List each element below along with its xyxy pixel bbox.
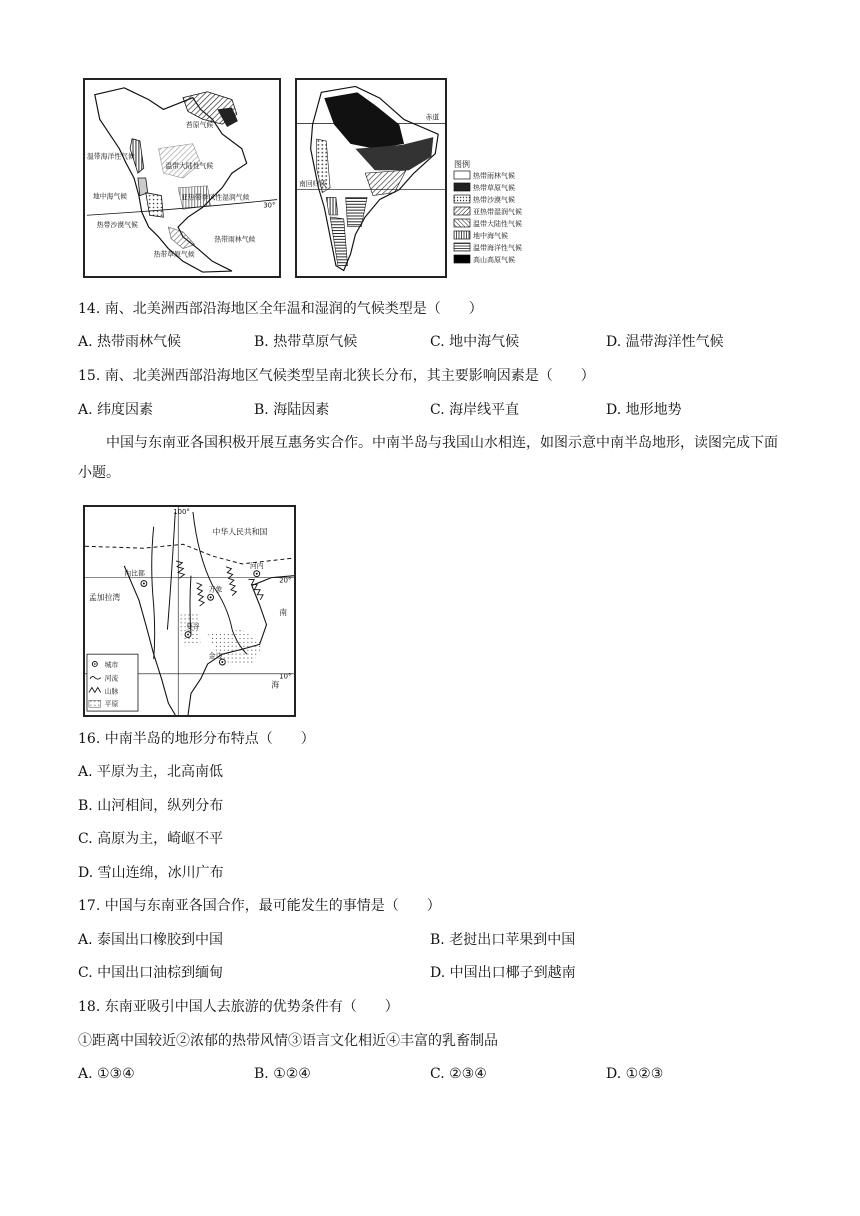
intro-paragraph: 中国与东南亚各国积极开展互惠务实合作。中南半岛与我国山水相连，如图示意中南半岛地形，读图完成下面小题。 [78, 435, 778, 481]
label-hanoi: 河内 [249, 561, 264, 570]
south-america-climate-map [295, 78, 447, 278]
na-label-desert: 热带沙漠气候 [96, 220, 138, 229]
q18-option-a[interactable]: A. ①③④ [78, 1066, 135, 1082]
indochina-terrain-map [83, 505, 296, 717]
city-vientiane-marker [208, 594, 214, 600]
sa-legend-svg [453, 160, 543, 270]
q14-option-c[interactable]: C. 地中海气候 [430, 334, 520, 350]
label-10deg: 10° [279, 672, 292, 681]
sa-legend-item: 热带雨林气候 [473, 172, 515, 180]
q15-option-a[interactable]: A. 纬度因素 [78, 402, 154, 418]
question-17-stem: 17. 中国与东南亚各国合作，最可能发生的事情是（ ） [78, 898, 441, 914]
city-legend-icon [92, 662, 97, 667]
question-16-stem: 16. 中南半岛的地形分布特点（ ） [78, 731, 315, 747]
q16-option-d[interactable]: D. 雪山连绵，冰川广布 [78, 865, 224, 881]
label-sea: 海 [271, 680, 280, 690]
question-15-stem: 15. 南、北美洲西部沿海地区气候类型呈南北狭长分布，其主要影响因素是（ ） [78, 368, 595, 384]
na-label-tundra: 苔原气候 [185, 121, 214, 130]
label-100deg: 100° [173, 507, 190, 516]
question-18-stem: 18. 东南亚吸引中国人去旅游的优势条件有（ ） [78, 999, 399, 1015]
q17-option-b[interactable]: B. 老挝出口苹果到中国 [430, 932, 576, 948]
sa-legend-item: 热带草原气候 [473, 184, 515, 192]
q16-option-c[interactable]: C. 高原为主，崎岖不平 [78, 831, 224, 847]
plain-legend-icon [89, 700, 101, 707]
sa-legend [453, 160, 543, 270]
q18-option-d[interactable]: D. ①②③ [606, 1066, 664, 1082]
na-label-mediterranean: 地中海气候 [92, 192, 128, 201]
q16-option-a[interactable]: A. 平原为主，北高南低 [78, 764, 224, 780]
q14-option-d[interactable]: D. 温带海洋性气候 [606, 334, 724, 350]
city-hanoi-marker [254, 571, 260, 577]
label-naypyidaw: 内比都 [124, 569, 145, 578]
question-14-stem: 14. 南、北美洲西部沿海地区全年温和湿润的气候类型是（ ） [78, 301, 483, 317]
na-label-continental: 温带大陆性气候 [165, 162, 214, 171]
q18-conditions: ①距离中国较近②浓郁的热带风情③语言文化相近④丰富的乳畜制品 [78, 1033, 498, 1049]
na-label-30deg: 30° [263, 201, 276, 210]
city-bangkok-marker [185, 632, 191, 638]
sa-legend-item: 地中海气候 [473, 232, 508, 240]
q15-option-c[interactable]: C. 海岸线平直 [430, 402, 520, 418]
label-sea-south: 南 [279, 607, 288, 617]
label-vientiane: 万象 [208, 585, 223, 594]
city-naypyidaw-marker [141, 581, 147, 587]
q17-option-d[interactable]: D. 中国出口椰子到越南 [430, 965, 576, 981]
label-bangkok: 曼谷 [186, 622, 200, 631]
na-label-marine-west: 温带海洋性气候 [86, 152, 135, 161]
na-label-savanna: 热带草原气候 [153, 250, 195, 259]
q14-option-b[interactable]: B. 热带草原气候 [254, 334, 358, 350]
indochina-legend-item: 平原 [104, 700, 119, 709]
mountain-range [196, 582, 204, 606]
label-china: 中华人民共和国 [212, 527, 268, 537]
q17-option-a[interactable]: A. 泰国出口橡胶到中国 [78, 932, 224, 948]
sa-legend-item: 温带海洋性气候 [473, 244, 522, 252]
north-america-climate-map [83, 78, 281, 278]
mountain-range [226, 566, 237, 596]
label-phnompenh: 金边 [208, 652, 223, 661]
q15-option-d[interactable]: D. 地形地势 [606, 402, 682, 418]
sa-legend-item: 温带大陆性气候 [473, 220, 522, 228]
q18-option-c[interactable]: C. ②③④ [430, 1066, 487, 1082]
q15-option-b[interactable]: B. 海陆因素 [254, 402, 330, 418]
na-label-subtropical: 亚热带季风性湿润气候 [181, 193, 250, 202]
indochina-legend-item: 山脉 [104, 687, 119, 696]
sa-legend-item: 高山高原气候 [473, 256, 515, 264]
mountain-range [176, 560, 185, 578]
label-bengal: 孟加拉湾 [88, 593, 121, 603]
q14-option-a[interactable]: A. 热带雨林气候 [78, 334, 182, 350]
sa-legend-swatches [454, 171, 470, 263]
q16-option-b[interactable]: B. 山河相间，纵列分布 [78, 798, 224, 814]
sa-legend-item: 热带沙漠气候 [473, 196, 515, 204]
river-salween [167, 512, 175, 630]
north-america-svg [85, 80, 279, 276]
indochina-legend-item: 河流 [104, 674, 119, 683]
sa-label-equator: 赤道 [425, 113, 440, 122]
indochina-legend-item: 城市 [104, 660, 119, 669]
q17-option-c[interactable]: C. 中国出口油棕到缅甸 [78, 965, 224, 981]
south-america-svg [297, 80, 445, 276]
sa-continental-region [346, 197, 367, 226]
na-label-rainforest: 热带雨林气候 [214, 235, 256, 244]
sa-legend-item: 亚热带湿润气候 [473, 208, 522, 216]
q18-option-b[interactable]: B. ①②④ [254, 1066, 311, 1082]
river-irrawaddy [152, 527, 155, 659]
label-20deg: 20° [279, 576, 292, 585]
sa-legend-title: 图例 [454, 160, 470, 169]
sa-label-tropic: 南回归线 [298, 179, 327, 188]
indochina-svg [85, 507, 294, 715]
